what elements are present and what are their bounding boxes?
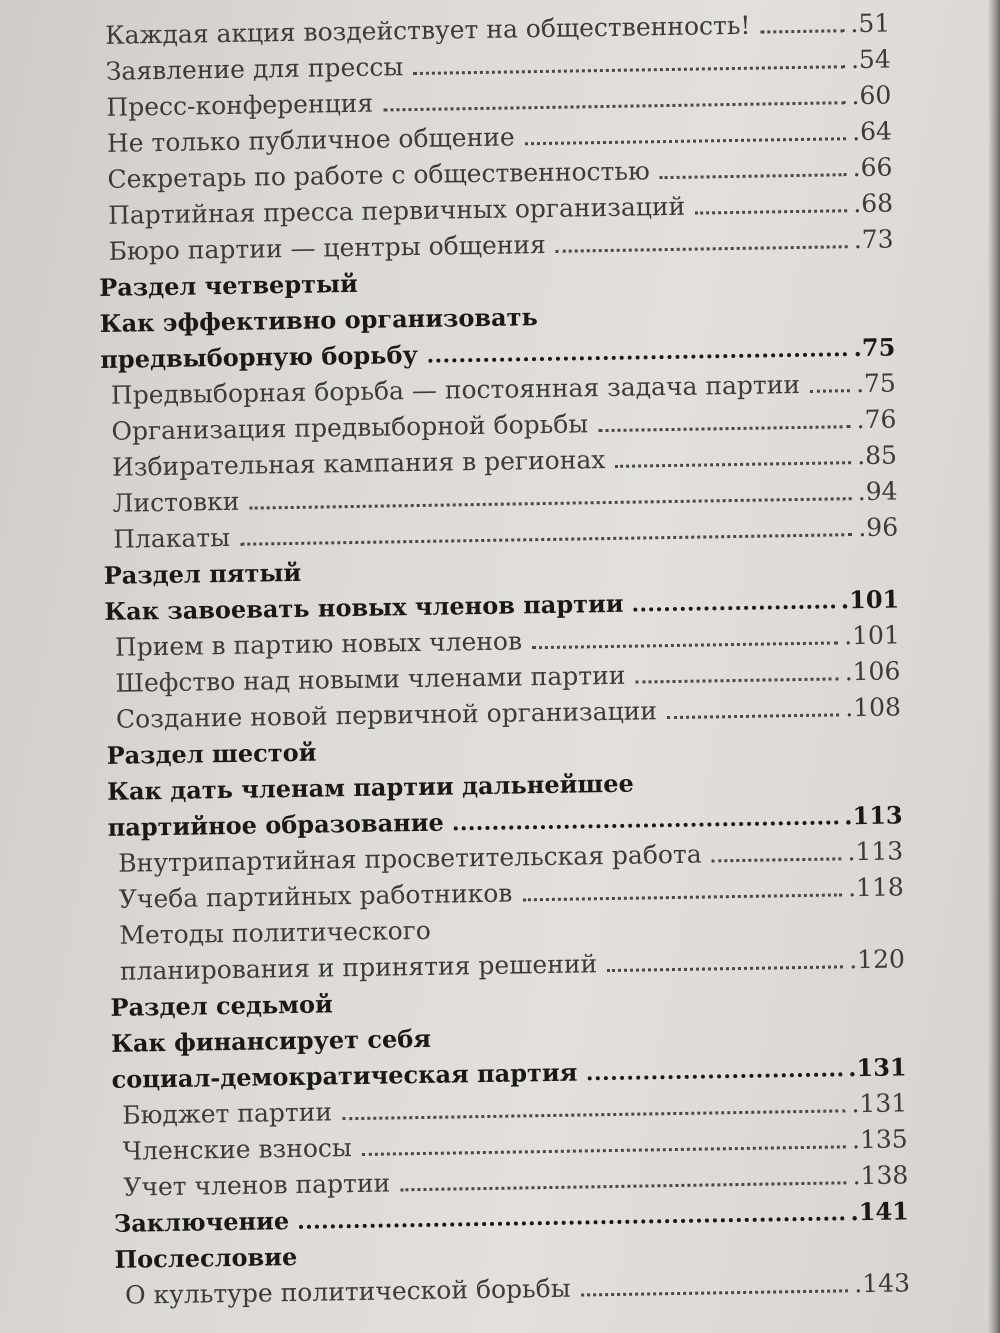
- dot-leader: [810, 389, 850, 393]
- toc-entry-title: Организация предвыборной борьбы: [111, 409, 589, 446]
- page-edge-shadow: [988, 0, 1000, 1333]
- toc-entry-title: предвыборную борьбу: [100, 339, 419, 374]
- dot-leader: [400, 1181, 846, 1191]
- toc-entry-title: Как эффективно организовать: [99, 302, 538, 338]
- toc-page-number: .113: [843, 800, 903, 831]
- toc-entry-title: Внутрипартийная просветительская работа: [118, 839, 702, 878]
- toc-page-number: .73: [853, 224, 894, 255]
- toc-page-number: .75: [855, 368, 897, 399]
- table-of-contents: [95, 6, 910, 1314]
- toc-page-number: .85: [856, 440, 898, 471]
- toc-page-number: .76: [856, 404, 897, 435]
- dot-leader: [249, 497, 851, 509]
- dot-leader: [342, 1109, 845, 1120]
- dot-leader: [428, 352, 848, 363]
- toc-entry-title: Плакаты: [112, 522, 231, 554]
- toc-page-number: .94: [857, 476, 898, 507]
- dot-leader: [299, 1216, 844, 1229]
- toc-entry-title: партийное образование: [107, 807, 445, 842]
- toc-page-number: .101: [840, 584, 900, 615]
- toc-entry-title: Создание новой первичной организации: [115, 696, 658, 734]
- toc-entry-title: планирования и принятия решений: [119, 949, 598, 986]
- dot-leader: [635, 677, 838, 683]
- toc-entry-title: Как завоевать новых членов партии: [104, 588, 624, 626]
- toc-entry-title: Заявление для прессы: [105, 52, 404, 86]
- dot-leader: [634, 604, 835, 611]
- toc-page-number: .51: [850, 8, 891, 39]
- dot-leader: [522, 893, 842, 901]
- toc-entry-title: Бюро партии — центры общения: [108, 229, 547, 266]
- toc-entry-title: Листовки: [112, 486, 240, 518]
- toc-entry-title: социал-демократическая партия: [111, 1057, 578, 1094]
- dot-leader: [615, 461, 851, 468]
- dot-leader: [413, 65, 845, 75]
- toc-page-number: .131: [847, 1052, 907, 1083]
- toc-entry-title: Раздел пятый: [103, 557, 302, 590]
- toc-page-number: .101: [843, 620, 901, 651]
- toc-entry-title: Раздел седьмой: [110, 989, 334, 1022]
- dot-leader: [660, 173, 847, 179]
- toc-page-number: .66: [852, 152, 893, 183]
- dot-leader: [695, 209, 847, 214]
- toc-page-number: .141: [850, 1196, 910, 1227]
- toc-entry-title: Не только публичное общение: [106, 122, 515, 158]
- toc-page-number: .96: [858, 512, 899, 543]
- toc-entry-title: Предвыборная борьба — постоянная задача партии: [110, 369, 801, 410]
- toc-page-number: .60: [851, 80, 892, 111]
- toc-entry-title: Учеба партийных работников: [118, 878, 513, 914]
- toc-entry-title: Каждая акция воздействует на общественность!: [105, 10, 751, 50]
- toc-page-number: .118: [847, 872, 904, 903]
- toc-entry-title: Прием в партию новых членов: [114, 626, 523, 662]
- dot-leader: [525, 137, 846, 145]
- toc-entry-title: Учет членов партии: [123, 1168, 391, 1202]
- dot-leader: [607, 965, 843, 972]
- toc-entry-title: Секретарь по работе с общественностью: [107, 156, 650, 194]
- toc-page-number: .64: [851, 116, 893, 147]
- toc-page-number: .135: [851, 1124, 908, 1155]
- dot-leader: [383, 101, 845, 111]
- toc-page-number: .138: [852, 1160, 909, 1191]
- toc-entry-title: Шефство над новыми членами партии: [115, 660, 626, 698]
- toc-entry-title: Методы политического: [119, 915, 432, 950]
- toc-entry-title: Членские взносы: [122, 1133, 353, 1166]
- toc-entry-title: Бюджет партии: [122, 1097, 333, 1130]
- toc-page-number: .113: [847, 836, 904, 867]
- dot-leader: [556, 245, 848, 253]
- toc-page-number: .75: [853, 332, 896, 363]
- dot-leader: [362, 1145, 846, 1156]
- toc-page-number: .108: [845, 692, 902, 723]
- toc-entry-title: Раздел шестой: [106, 737, 317, 770]
- toc-entry-title: Раздел четвертый: [99, 268, 359, 302]
- toc-page-number: .54: [850, 44, 891, 75]
- toc-entry-title: Заключение: [113, 1206, 290, 1238]
- dot-leader: [454, 820, 838, 830]
- toc-page-number: .106: [844, 656, 901, 687]
- dot-leader: [712, 857, 842, 862]
- toc-entry-title: Пресс-конференция: [106, 88, 374, 122]
- toc-page-number: .68: [853, 188, 894, 219]
- dot-leader: [581, 1289, 849, 1296]
- toc-entry-title: Как дать членам партии дальнейшее: [106, 768, 634, 806]
- toc-page-number: .120: [848, 944, 906, 975]
- dot-leader: [587, 1072, 842, 1080]
- toc-entry-title: Послесловие: [114, 1241, 298, 1274]
- toc-page-number: .131: [851, 1088, 908, 1119]
- toc-page-number: .143: [854, 1268, 911, 1299]
- dot-leader: [761, 29, 845, 33]
- toc-entry-title: Избирательная кампания в регионах: [111, 445, 606, 482]
- dot-leader: [667, 713, 839, 719]
- dot-leader: [532, 641, 838, 649]
- toc-entry-title: Партийная пресса первичных организаций: [107, 191, 686, 230]
- dot-leader: [598, 425, 851, 432]
- dot-leader: [240, 533, 852, 546]
- toc-entry-title: Как финансирует себя: [110, 1023, 432, 1058]
- toc-entry-title: О культуре политической борьбы: [124, 1273, 571, 1310]
